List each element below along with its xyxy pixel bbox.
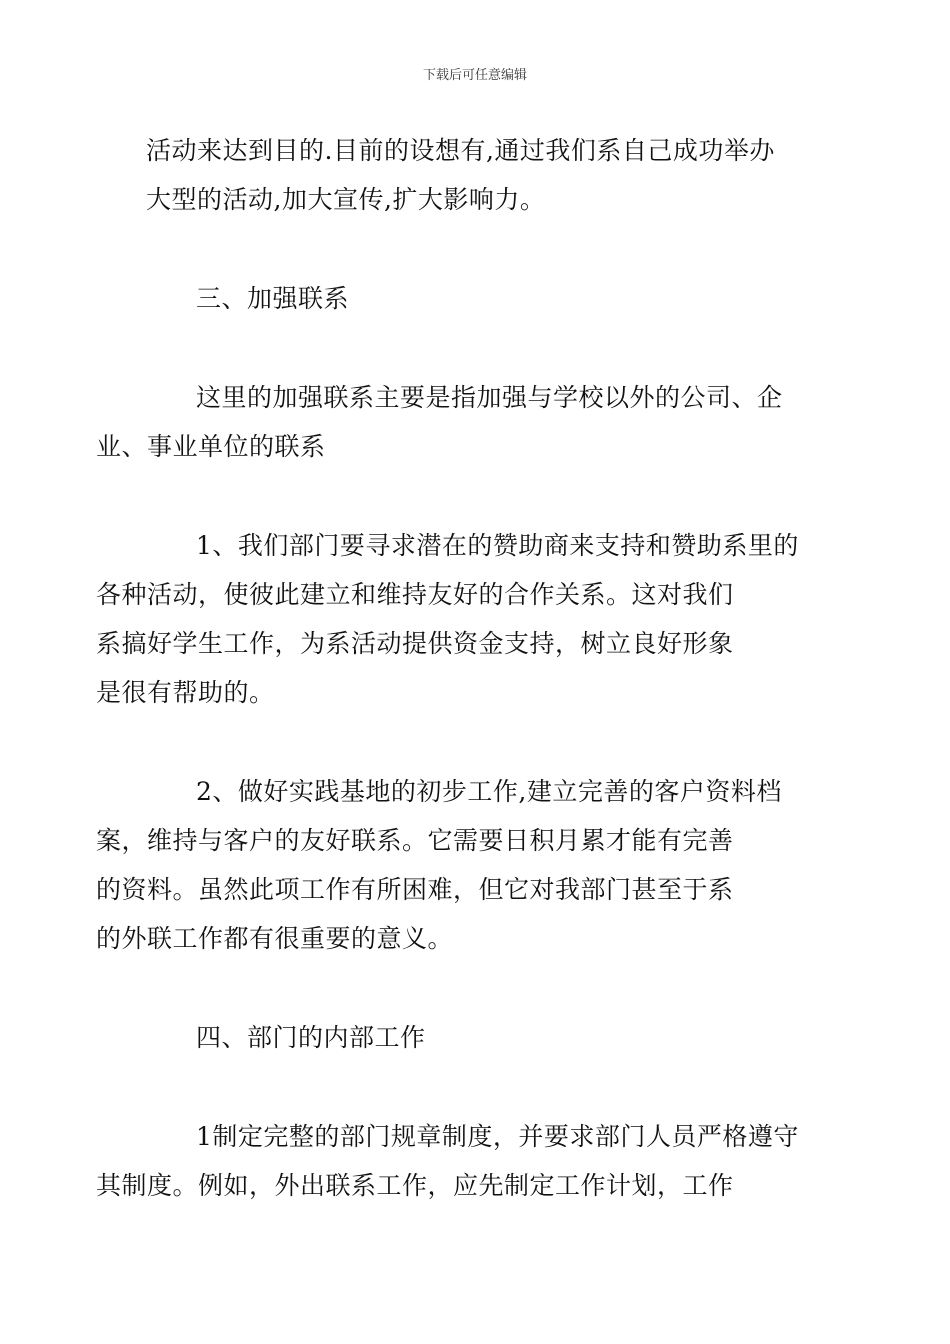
text-line: 案，维持与客户的友好联系。它需要日积月累才能有完善: [96, 826, 734, 855]
text-line: 1制定完整的部门规章制度，并要求部门人员严格遵守: [196, 1122, 799, 1151]
paragraph-item-2-practice-base: [96, 767, 806, 963]
paragraph-activities: [146, 126, 806, 224]
paragraph-item-1-sponsors: [96, 521, 806, 717]
text-line: 2、做好实践基地的初步工作,建立完善的客户资料档: [196, 777, 782, 806]
text-line: 的资料。虽然此项工作有所困难，但它对我部门甚至于系: [96, 875, 734, 904]
text-line: 大型的活动,加大宣传,扩大影响力。: [146, 185, 546, 214]
text-line: 业、事业单位的联系: [96, 432, 326, 461]
text-line: 活动来达到目的.目前的设想有,通过我们系自己成功举办: [146, 136, 775, 165]
text-line: 其制度。例如，外出联系工作，应先制定工作计划，工作: [96, 1171, 734, 1200]
heading-text: 四、部门的内部工作: [196, 1023, 426, 1052]
text-line: 是很有帮助的。: [96, 678, 275, 707]
text-line: 各种活动，使彼此建立和维持友好的合作关系。这对我们: [96, 580, 734, 609]
section-heading-internal-work: [146, 1013, 806, 1062]
text-line: 的外联工作都有很重要的意义。: [96, 924, 454, 953]
heading-text: 三、加强联系: [196, 284, 350, 313]
paragraph-contacts-intro: [96, 373, 806, 471]
document-body: [96, 126, 806, 1260]
text-line: 这里的加强联系主要是指加强与学校以外的公司、企: [196, 383, 783, 412]
paragraph-internal-rules: [96, 1112, 806, 1210]
text-line: 1、我们部门要寻求潜在的赞助商来支持和赞助系里的: [196, 531, 799, 560]
text-line: 系搞好学生工作，为系活动提供资金支持，树立良好形象: [96, 629, 734, 658]
page-header-note: 下载后可任意编辑: [422, 68, 527, 83]
section-heading-strengthen-contacts: [146, 274, 806, 323]
